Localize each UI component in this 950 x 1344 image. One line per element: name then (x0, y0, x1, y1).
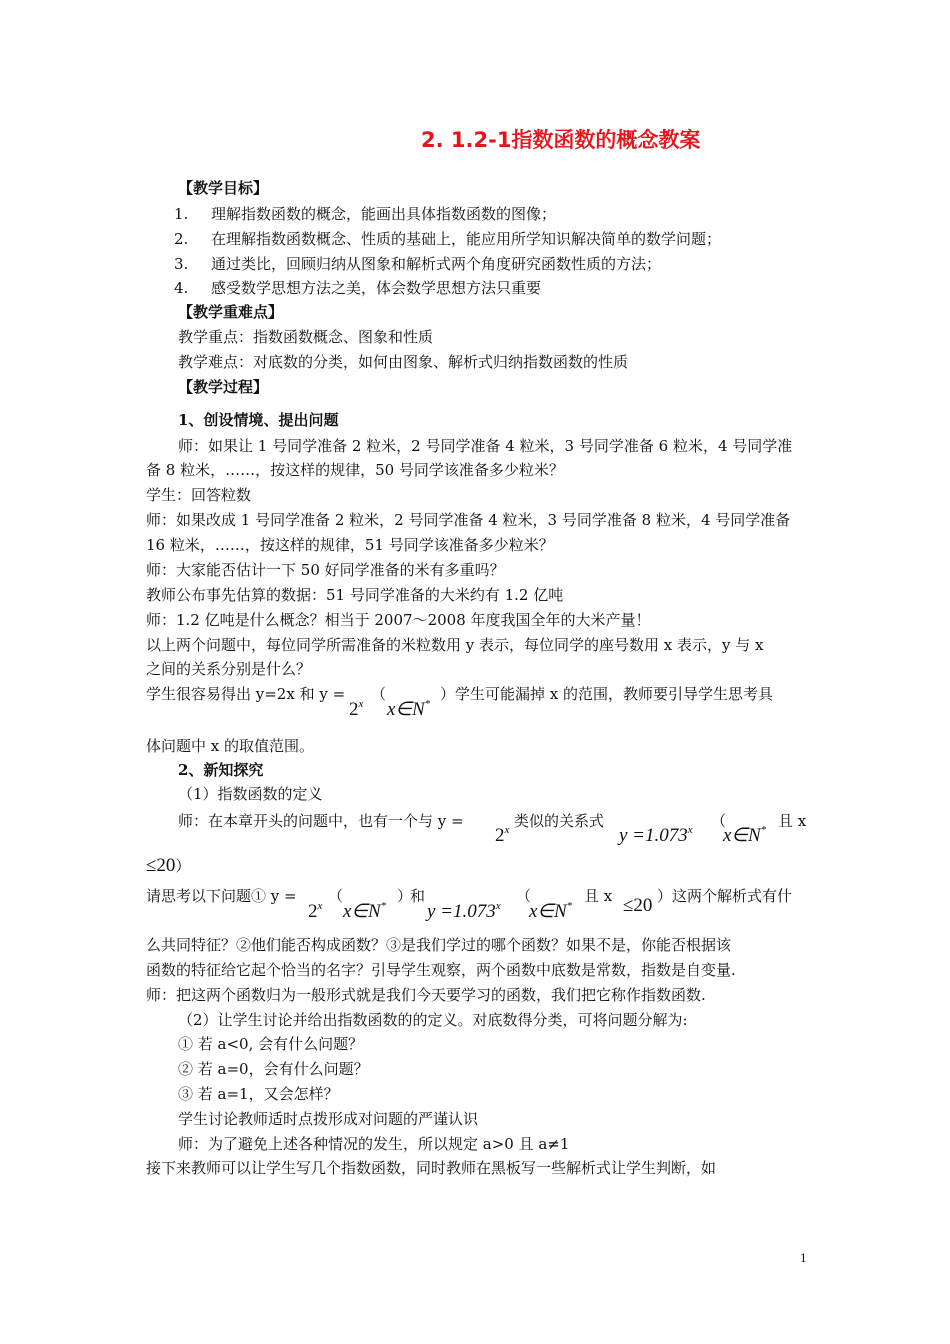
goals-heading: 【教学目标】 (178, 179, 269, 197)
process-heading: 【教学过程】 (178, 378, 269, 396)
para-7-line-2: 之间的关系分别是什么？ (146, 660, 312, 678)
para-13: 师：把这两个函数归为一般形式就是我们今天要学习的函数，我们把它称作指数函数. (146, 986, 706, 1004)
paren-open-d: （ (516, 887, 532, 905)
formula-y-1073: $y =1.073^x$ (619, 824, 693, 846)
paren-open: （ (371, 685, 387, 703)
question-2: ② 若 a=0，会有什么问题？ (178, 1060, 369, 1078)
goal-1-num: 1. (174, 205, 189, 223)
para-4: 师：大家能否估计一下 50 好同学准备的米有多重吗？ (146, 561, 505, 579)
key-heading: 【教学重难点】 (178, 303, 284, 321)
formula-x-in-N-c: x∈N* (343, 900, 387, 922)
difficult-point: 教学难点：对底数的分类，如何由图象、解析式归纳指数函数的性质 (178, 353, 629, 371)
paren-open-c: （ (328, 887, 344, 905)
page-number: 1 (800, 1250, 807, 1265)
goal-3: 通过类比，回顾归纳从图象和解析式两个角度研究函数性质的方法； (211, 255, 662, 273)
section-2-heading: 2、新知探究 (178, 761, 264, 779)
goal-2-num: 2. (174, 230, 189, 248)
goal-4: 感受数学思想方法之美，体会数学思想方法只重要 (211, 279, 542, 297)
para-9-text-a: 师：在本章开头的问题中，也有一个与 y = (178, 812, 464, 830)
para-10-text-a: 请思考以下问题① y = (146, 887, 297, 905)
para-12: 函数的特征给它起个恰当的名字？引导学生观察，两个函数中底数是常数，指数是自变量. (146, 961, 736, 979)
goal-4-num: 4. (174, 279, 189, 297)
key-point: 教学重点：指数函数概念、图象和性质 (178, 328, 434, 346)
para-9-text-b: 类似的关系式 (514, 812, 605, 830)
section-1-heading: 1、创设情境、提出问题 (178, 411, 339, 429)
para-9-text-c: 且 x (778, 812, 807, 830)
formula-x-in-N-b: x∈N* (723, 824, 767, 846)
page-title: 2. 1.2-1指数函数的概念教案 (421, 128, 701, 152)
para-8-text-b: ）学生可能漏掉 x 的范围，教师要引导学生思考具 (440, 685, 773, 703)
para-1-line-2: 备 8 粒米，……，按这样的规律，50 号同学该准备多少粒米？ (146, 461, 564, 479)
para-3-line-1: 师：如果改成 1 号同学准备 2 粒米，2 号同学准备 4 粒米，3 号同学准备 8 粒米，4 号同学准备 (146, 511, 791, 529)
para-8-text-a: 学生很容易得出 y=2x 和 y = (146, 685, 346, 703)
goal-1: 理解指数函数的概念，能画出具体指数函数的图像； (211, 205, 557, 223)
formula-2-pow-x: 2$^x$ (349, 698, 364, 720)
formula-x-in-N: x∈N* (387, 698, 431, 720)
formula-le-20: ≤20 (623, 895, 653, 916)
para-10-text-c: 且 x (584, 887, 613, 905)
para-1-line-1: 师：如果让 1 号同学准备 2 粒米，2 号同学准备 4 粒米，3 号同学准备 6 粒米，4 号同学准 (178, 437, 793, 455)
paren-close-c: ） (397, 887, 413, 905)
para-3-line-2: 16 粒米，……，按这样的规律，51 号同学该准备多少粒米？ (146, 536, 554, 554)
question-1: ① 若 a<0, 会有什么问题？ (178, 1035, 364, 1053)
question-3: ③ 若 a=1，又会怎样？ (178, 1085, 339, 1103)
formula-2-pow-x-c: 2$^x$ (308, 900, 323, 922)
goal-3-num: 3. (174, 255, 189, 273)
para-15: 师：为了避免上述各种情况的发生，所以规定 a>0 且 a≠1 (178, 1135, 570, 1153)
para-8-text-c: 体问题中 x 的取值范围。 (146, 737, 314, 755)
para-11: 么共同特征？②他们能否构成函数？③是我们学过的哪个函数？如果不是，你能否根据该 (146, 936, 732, 954)
le-20-line: ≤20） (146, 855, 191, 876)
subsection-1: （1）指数函数的定义 (178, 785, 323, 803)
subsection-2: （2）让学生讨论并给出指数函数的的定义。对底数得分类，可将问题分解为: (178, 1011, 688, 1029)
para-14: 学生讨论教师适时点拨形成对问题的严谨认识 (178, 1110, 479, 1128)
formula-2-pow-x-b: 2$^x$ (495, 824, 510, 846)
formula-x-in-N-d: x∈N* (529, 900, 573, 922)
para-5: 教师公布事先估算的数据：51 号同学准备的大米约有 1.2 亿吨 (146, 586, 564, 604)
paren-close-d: ） (657, 887, 673, 905)
para-10-text-d: 这两个解析式有什 (672, 887, 793, 905)
para-6: 师：1.2 亿吨是什么概念？相当于 2007～2008 年度我国全年的大米产量！ (146, 611, 651, 629)
para-10-text-b: 和 (410, 887, 426, 905)
para-7-line-1: 以上两个问题中，每位同学所需准备的米粒数用 y 表示，每位同学的座号数用 x 表示，y 与 x (146, 636, 764, 654)
para-2: 学生：回答粒数 (146, 486, 252, 504)
paren-open-b: （ (711, 812, 727, 830)
para-16: 接下来教师可以让学生写几个指数函数，同时教师在黑板写一些解析式让学生判断，如 (146, 1159, 717, 1177)
goal-2: 在理解指数函数概念、性质的基础上，能应用所学知识解决简单的数学问题； (211, 230, 722, 248)
formula-y-1073-b: $y =1.073^x$ (427, 900, 501, 922)
